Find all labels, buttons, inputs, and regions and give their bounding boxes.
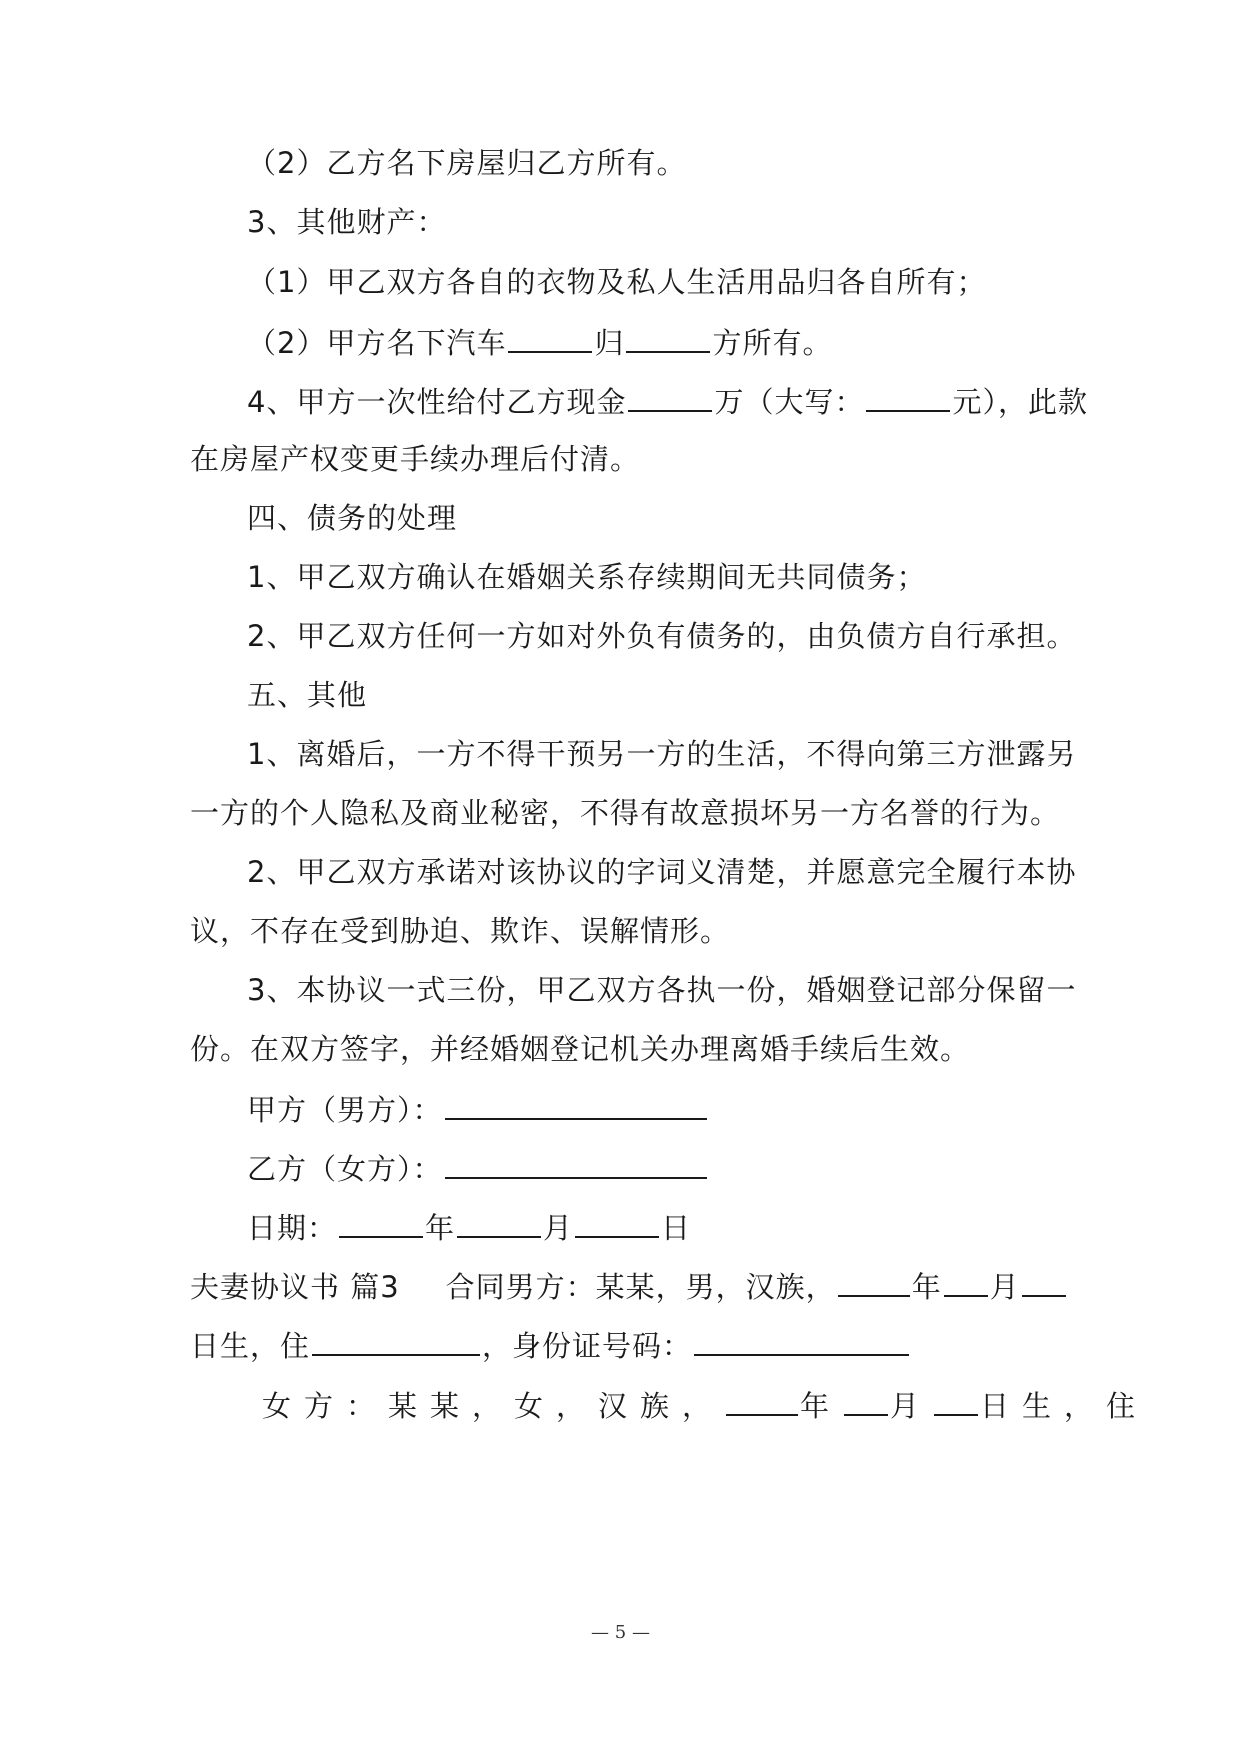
text-segment: 万（大写：	[714, 385, 865, 419]
paragraph	[190, 1324, 1050, 1366]
fill-blank	[694, 1324, 909, 1356]
date-line	[247, 1206, 1107, 1248]
text-segment: 归	[594, 326, 625, 360]
fill-blank	[339, 1206, 423, 1238]
paragraph: 2、甲乙双方承诺对该协议的字词义清楚，并愿意完全履行本协	[247, 855, 1077, 889]
fill-blank	[445, 1147, 707, 1179]
fill-blank	[628, 380, 712, 412]
text-segment: 月	[989, 1270, 1020, 1304]
fill-blank	[1022, 1265, 1066, 1297]
fill-blank	[934, 1384, 978, 1416]
text-segment: 月	[543, 1211, 574, 1245]
paragraph: （1）甲乙双方各自的衣物及私人生活用品归各自所有；	[247, 265, 987, 299]
signature-line-party-a	[247, 1088, 1107, 1130]
paragraph	[190, 1265, 1050, 1307]
text-segment: 年	[911, 1270, 942, 1304]
fill-blank	[312, 1324, 480, 1356]
text-segment: 年	[425, 1211, 456, 1245]
section-heading: 四、债务的处理	[247, 501, 458, 535]
paragraph: 份。在双方签字，并经婚姻登记机关办理离婚手续后生效。	[190, 1032, 971, 1066]
paragraph: 3、本协议一式三份，甲乙双方各执一份，婚姻登记部分保留一	[247, 973, 1077, 1007]
text-segment: 日期：	[247, 1211, 338, 1245]
fill-blank	[726, 1384, 798, 1416]
paragraph	[247, 321, 1107, 363]
fill-blank	[457, 1206, 541, 1238]
text-segment: 4、甲方一次性给付乙方现金	[247, 385, 627, 419]
text-segment: 乙方（女方）：	[247, 1152, 443, 1186]
fill-blank	[626, 321, 710, 353]
section-heading: 五、其他	[247, 678, 368, 712]
fill-blank	[575, 1206, 659, 1238]
text-segment: 夫妻协议书 篇3	[190, 1270, 400, 1304]
text-segment: 日	[661, 1211, 692, 1245]
paragraph: 一方的个人隐私及商业秘密，不得有故意损坏另一方名誉的行为。	[190, 796, 1061, 830]
paragraph: 1、离婚后，一方不得干预另一方的生活，不得向第三方泄露另	[247, 737, 1077, 771]
fill-blank	[866, 380, 950, 412]
page-number: — 5 —	[591, 1622, 650, 1643]
fill-blank	[944, 1265, 988, 1297]
text-segment: 合同男方：某某，男，汉族，	[445, 1270, 836, 1304]
fill-blank	[844, 1384, 888, 1416]
paragraph: 在房屋产权变更手续办理后付清。	[190, 442, 641, 476]
text-segment: 方所有。	[712, 326, 833, 360]
paragraph	[262, 1384, 1149, 1426]
fill-blank	[508, 321, 592, 353]
text-segment: 元），此款	[952, 385, 1088, 419]
text-segment: （2）甲方名下汽车	[247, 326, 507, 360]
fill-blank	[838, 1265, 910, 1297]
signature-line-party-b	[247, 1147, 1107, 1189]
paragraph: （2）乙方名下房屋归乙方所有。	[247, 146, 687, 180]
paragraph: 2、甲乙双方任何一方如对外负有债务的，由负债方自行承担。	[247, 619, 1077, 653]
text-segment: 日生，住	[190, 1329, 311, 1363]
text-segment: 日生，住	[980, 1389, 1149, 1423]
paragraph: 3、其他财产：	[247, 205, 447, 239]
fill-blank	[445, 1088, 707, 1120]
text-segment: 年	[800, 1389, 843, 1423]
paragraph: 议，不存在受到胁迫、欺诈、误解情形。	[190, 914, 731, 948]
text-segment: 甲方（男方）：	[247, 1093, 443, 1127]
text-segment: ，身份证号码：	[482, 1329, 693, 1363]
text-segment: 月	[890, 1389, 933, 1423]
paragraph: 1、甲乙双方确认在婚姻关系存续期间无共同债务；	[247, 560, 927, 594]
text-segment: 女方：某某，女，汉族，	[262, 1389, 725, 1423]
paragraph	[247, 380, 1107, 422]
